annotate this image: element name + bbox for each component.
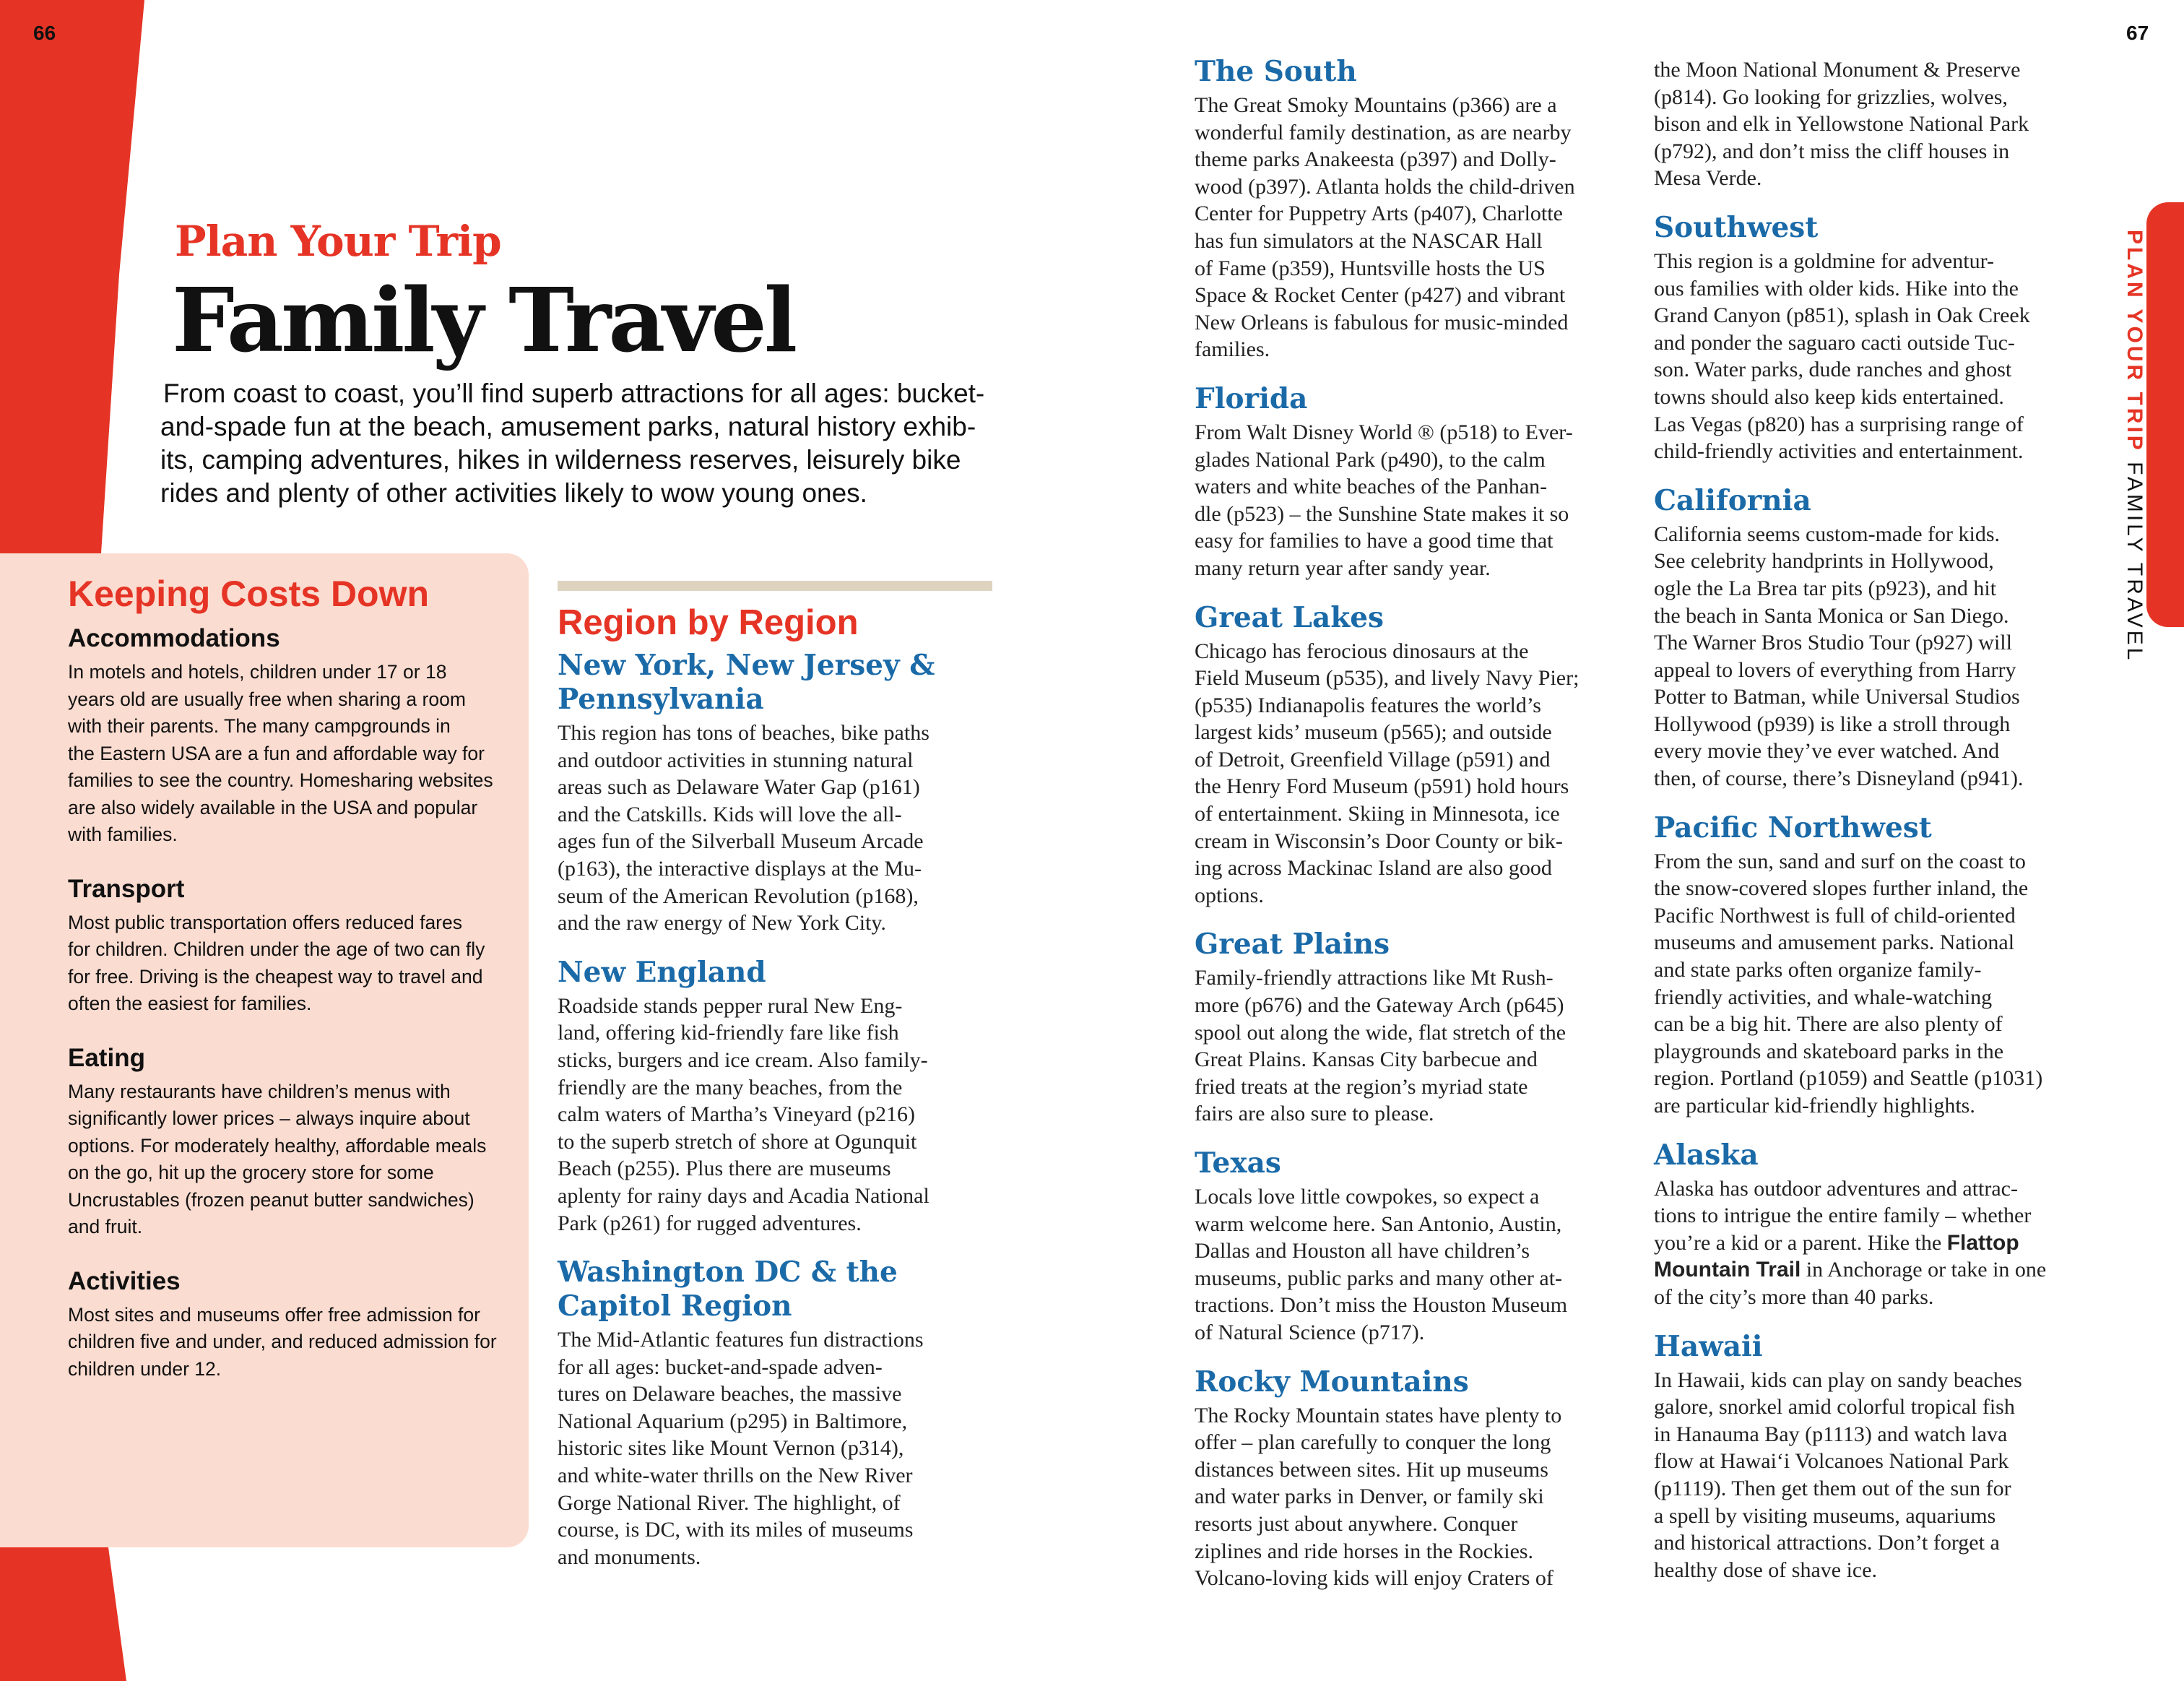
- text-line: years old are usually free when sharing a room: [68, 688, 466, 710]
- text-line: child-friendly activities and entertainment.: [1654, 439, 2024, 464]
- text-line: wood (p397). Atlanta holds the child-driven: [1195, 174, 1575, 199]
- region-paragraph: [1195, 964, 1635, 1128]
- region-paragraph: [558, 1326, 998, 1570]
- region-paragraph: [1654, 521, 2102, 792]
- text-line: National Aquarium (p295) in Baltimore,: [558, 1409, 908, 1433]
- text-line: are also widely available in the USA and popular: [68, 796, 478, 818]
- text-line: on the go, hit up the grocery store for some: [68, 1162, 434, 1183]
- text-line: Potter to Batman, while Universal Studios: [1654, 685, 2020, 709]
- region-heading-col3: [1654, 1138, 2102, 1172]
- text-line: This region has tons of beaches, bike paths: [558, 721, 930, 745]
- text-line: New Orleans is fabulous for music-minded: [1195, 310, 1569, 334]
- region-title-line: Great Lakes: [1195, 600, 1384, 634]
- text-line: historic sites like Mount Vernon (p314),: [558, 1436, 904, 1461]
- text-line: region. Portland (p1059) and Seattle (p1031): [1654, 1066, 2043, 1091]
- trail-name-bold: Mountain Trail: [1654, 1258, 1801, 1282]
- text-line: friendly are the many beaches, from the: [558, 1075, 903, 1099]
- text-line: wonderful family destination, as are nearby: [1195, 120, 1572, 144]
- region-divider-bar: [558, 581, 992, 591]
- text-line: the beach in Santa Monica or San Diego.: [1654, 603, 2009, 628]
- text-line: Hollywood (p939) is like a stroll through: [1654, 712, 2011, 736]
- text-line: for children. Children under the age of two can fly: [68, 938, 485, 960]
- text-line: and the Catskills. Kids will love the all-: [558, 802, 902, 826]
- text-line: to the superb stretch of shore at Ogunquit: [558, 1129, 917, 1154]
- text-line: Field Museum (p535), and lively Navy Pier;: [1195, 666, 1580, 691]
- text-line: ages fun of the Silverball Museum Arcade: [558, 829, 924, 854]
- text-line: the Eastern USA are a fun and affordable way for: [68, 742, 485, 764]
- box-paragraph: [68, 1302, 508, 1383]
- text-line: Most public transportation offers reduced fares: [68, 911, 462, 933]
- text-line: course, is DC, with its miles of museums: [558, 1518, 914, 1542]
- text-line: and monuments.: [558, 1544, 701, 1569]
- region-heading-col2: [1195, 55, 1635, 89]
- region-heading-col3: [1654, 484, 2102, 518]
- text-line: galore, snorkel amid colorful tropical fish: [1654, 1395, 2015, 1419]
- region-heading-col2: [1195, 1146, 1635, 1180]
- region-heading-col3: [1654, 811, 2102, 845]
- intro-line: and-spade fun at the beach, amusement parks, natural history exhib-: [160, 412, 976, 441]
- region-heading-col3: [1654, 1330, 2102, 1364]
- region-title-line: Hawaii: [1654, 1329, 1763, 1363]
- region-paragraph: [1654, 1175, 2102, 1311]
- text-line: The Great Smoky Mountains (p366) are a: [1195, 93, 1557, 117]
- text-line: [1654, 1256, 2102, 1284]
- text-line: Center for Puppetry Arts (p407), Charlotte: [1195, 202, 1563, 226]
- region-title-line: Capitol Region: [558, 1289, 792, 1323]
- text-line: warm welcome here. San Antonio, Austin,: [1195, 1211, 1562, 1236]
- text-line: dle (p523) – the Sunshine State makes it so: [1195, 501, 1569, 526]
- text-line: In motels and hotels, children under 17 or 18: [68, 661, 447, 683]
- continued-paragraph: [1654, 56, 2102, 192]
- intro-line: rides and plenty of other activities likely to wow young ones.: [160, 478, 867, 508]
- trail-name-bold: Flattop: [1946, 1230, 2019, 1255]
- text-line: and fruit.: [68, 1216, 143, 1237]
- text-line: Family-friendly attractions like Mt Rush-: [1195, 966, 1554, 990]
- box-heading: Keeping Costs Down: [68, 574, 430, 614]
- text-line: families.: [1195, 337, 1270, 362]
- page-number-right: 67: [2126, 22, 2149, 44]
- box-subheading: Transport: [68, 874, 185, 903]
- text-line: then, of course, there’s Disneyland (p941).: [1654, 766, 2024, 791]
- text-line: museums, public parks and many other at-: [1195, 1266, 1563, 1290]
- costs-sidebar-box: [0, 553, 529, 1547]
- text-line: of entertainment. Skiing in Minnesota, ice: [1195, 802, 1560, 826]
- section-kicker: Plan Your Trip: [175, 217, 501, 266]
- region-heading-col1: [558, 649, 998, 717]
- text-line: tures on Delaware beaches, the massive: [558, 1382, 902, 1406]
- text-line: friendly activities, and whale-watching: [1654, 985, 1993, 1009]
- region-paragraph: [1195, 419, 1635, 582]
- text-line: The Mid-Atlantic features fun distractions: [558, 1328, 924, 1352]
- text-line: with their parents. The many campgrounds in: [68, 715, 451, 737]
- text-line: waters and white beaches of the Panhan-: [1195, 475, 1548, 499]
- side-label-prefix: PLAN YOUR TRIP: [2123, 230, 2146, 453]
- text-line: Mesa Verde.: [1654, 166, 1762, 191]
- text-line: in Hanauma Bay (p1113) and watch lava: [1654, 1422, 2008, 1446]
- side-running-label: [2122, 230, 2146, 662]
- intro-line: its, camping adventures, hikes in wilderness reserves, leisurely bike: [160, 445, 961, 475]
- text-line: and historical attractions. Don’t forget a: [1654, 1531, 2000, 1555]
- text-line: resorts just about anywhere. Conquer: [1195, 1511, 1518, 1536]
- text-line: (p535) Indianapolis features the world’s: [1195, 693, 1541, 717]
- text-line: In Hawaii, kids can play on sandy beaches: [1654, 1367, 2022, 1392]
- page-number-left: 66: [33, 22, 56, 44]
- box-subheading: Activities: [68, 1266, 181, 1295]
- text-line: Alaska has outdoor adventures and attrac-: [1654, 1176, 2018, 1201]
- region-title-line: New York, New Jersey &: [558, 649, 935, 682]
- text-fragment: you’re a kid or a parent. Hike the: [1654, 1230, 1947, 1255]
- text-line: with families.: [68, 824, 178, 845]
- text-line: tractions. Don’t miss the Houston Museum: [1195, 1293, 1568, 1318]
- region-heading-col2: [1195, 1365, 1635, 1399]
- text-line: Most sites and museums offer free admission for: [68, 1303, 480, 1326]
- text-line: ogle the La Brea tar pits (p923), and hit: [1654, 576, 1997, 600]
- region-paragraph: [1654, 848, 2102, 1120]
- intro-paragraph: [160, 377, 1013, 510]
- text-line: significantly lower prices – always inquire about: [68, 1107, 470, 1129]
- text-line: healthy dose of shave ice.: [1654, 1557, 1878, 1582]
- text-line: many return year after sandy year.: [1195, 556, 1491, 580]
- text-line: ing across Mackinac Island are also good: [1195, 856, 1552, 881]
- region-paragraph: [1195, 92, 1635, 363]
- region-heading-col1: [558, 956, 998, 990]
- region-heading: Region by Region: [558, 603, 859, 642]
- text-line: Volcano-loving kids will enjoy Craters of: [1195, 1566, 1554, 1591]
- text-line: Locals love little cowpokes, so expect a: [1195, 1185, 1540, 1209]
- text-line: Great Plains. Kansas City barbecue and: [1195, 1047, 1538, 1072]
- region-title-line: Pennsylvania: [558, 683, 764, 716]
- text-line: ous families with older kids. Hike into the: [1654, 276, 2019, 301]
- text-line: and white-water thrills on the New River: [558, 1464, 913, 1488]
- region-paragraph: [1654, 1367, 2102, 1584]
- text-line: more (p676) and the Gateway Arch (p645): [1195, 993, 1564, 1018]
- box-subheading: Accommodations: [68, 624, 280, 652]
- text-line: every movie they’ve ever watched. And: [1654, 739, 2000, 764]
- text-line: glades National Park (p490), to the calm: [1195, 447, 1546, 472]
- text-line: of the city’s more than 40 parks.: [1654, 1284, 1934, 1309]
- text-line: tions to intrigue the entire family – whether: [1654, 1204, 2032, 1228]
- text-line: the Henry Ford Museum (p591) hold hours: [1195, 774, 1569, 799]
- region-title-line: The South: [1195, 55, 1357, 88]
- text-line: The Rocky Mountain states have plenty to: [1195, 1403, 1562, 1427]
- text-line: aplenty for rainy days and Acadia National: [558, 1183, 930, 1208]
- region-title-line: California: [1654, 483, 1811, 517]
- text-line: children five and under, and reduced admission for: [68, 1331, 497, 1352]
- text-line: are particular kid-friendly highlights.: [1654, 1094, 1975, 1118]
- text-line: museums and amusement parks. National: [1654, 930, 2015, 955]
- box-subheading: Eating: [68, 1043, 145, 1072]
- column-3: [1654, 56, 2102, 1583]
- region-title-line: Texas: [1195, 1146, 1281, 1180]
- text-line: has fun simulators at the NASCAR Hall: [1195, 228, 1543, 253]
- text-line: of Fame (p359), Huntsville hosts the US: [1195, 256, 1546, 280]
- text-line: From the sun, sand and surf on the coast to: [1654, 849, 2026, 873]
- text-line: (p163), the interactive displays at the Mu-: [558, 856, 922, 881]
- box-paragraph: [68, 909, 508, 1018]
- region-heading-col1: [558, 1256, 998, 1323]
- text-line: calm waters of Martha’s Vineyard (p216): [558, 1102, 915, 1127]
- text-line: children under 12.: [68, 1357, 222, 1380]
- text-line: (p814). Go looking for grizzlies, wolves,: [1654, 85, 2008, 109]
- region-heading-col2: [1195, 928, 1635, 962]
- text-line: sticks, burgers and ice cream. Also family-: [558, 1047, 928, 1072]
- text-line: land, offering kid-friendly fare like fish: [558, 1021, 899, 1045]
- text-line: Pacific Northwest is full of child-oriented: [1654, 903, 2016, 928]
- text-line: options.: [1195, 883, 1264, 907]
- text-line: a spell by visiting museums, aquariums: [1654, 1503, 1996, 1528]
- text-line: towns should also keep kids entertained.: [1654, 384, 2004, 409]
- region-paragraph: [1195, 1402, 1635, 1592]
- text-line: bison and elk in Yellowstone National Park: [1654, 112, 2029, 137]
- text-line: theme parks Anakeesta (p397) and Dolly-: [1195, 147, 1556, 172]
- text-line: This region is a goldmine for adventur-: [1654, 249, 1994, 273]
- text-line: appeal to lovers of everything from Harry: [1654, 657, 2016, 682]
- text-line: son. Water parks, dude ranches and ghost: [1654, 358, 2012, 382]
- text-line: Roadside stands pepper rural New Eng-: [558, 993, 903, 1018]
- box-paragraph: [68, 1079, 508, 1241]
- text-line: Chicago has ferocious dinosaurs at the: [1195, 639, 1529, 663]
- text-line: California seems custom-made for kids.: [1654, 522, 2001, 546]
- text-line: Dallas and Houston all have children’s: [1195, 1239, 1530, 1263]
- region-heading-col2: [1195, 601, 1635, 635]
- text-line: the snow-covered slopes further inland, the: [1654, 876, 2029, 901]
- region-title-line: Alaska: [1654, 1138, 1759, 1172]
- text-line: can be a big hit. There are also plenty of: [1654, 1012, 2003, 1037]
- text-line: Uncrustables (frozen peanut butter sandwiches): [68, 1188, 474, 1211]
- text-line: flow at Hawai‘i Volcanoes National Park: [1654, 1449, 2009, 1474]
- text-line: and water parks in Denver, or family ski: [1195, 1485, 1544, 1509]
- text-line: areas such as Delaware Water Gap (p161): [558, 775, 920, 800]
- text-line: spool out along the wide, flat stretch of the: [1195, 1020, 1566, 1045]
- text-line: for free. Driving is the cheapest way to travel and: [68, 965, 483, 988]
- text-line: Many restaurants have children’s menus with: [68, 1080, 451, 1102]
- text-line: Beach (p255). Plus there are museums: [558, 1157, 891, 1181]
- text-line: From Walt Disney World ® (p518) to Ever-: [1195, 420, 1573, 444]
- text-line: families to see the country. Homesharing websites: [68, 769, 493, 791]
- text-line: easy for families to have a good time that: [1195, 529, 1554, 553]
- intro-line: From coast to coast, you’ll find superb attractions for all ages: bucket-: [163, 379, 985, 408]
- text-fragment: in Anchorage or take in one: [1800, 1258, 2047, 1282]
- text-line: and the raw energy of New York City.: [558, 911, 886, 935]
- text-line: distances between sites. Hit up museums: [1195, 1457, 1548, 1482]
- region-title-line: Southwest: [1654, 210, 1819, 244]
- side-label-title: FAMILY TRAVEL: [2123, 462, 2146, 663]
- text-line: See celebrity handprints in Hollywood,: [1654, 549, 1994, 574]
- text-line: Space & Rocket Center (p427) and vibrant: [1195, 283, 1566, 308]
- text-line: and state parks often organize family-: [1654, 958, 1982, 982]
- text-line: largest kids’ museum (p565); and outside: [1195, 720, 1552, 745]
- page-title: Family Travel: [172, 268, 795, 372]
- region-paragraph: [1195, 1183, 1635, 1347]
- text-line: of Detroit, Greenfield Village (p591) and: [1195, 747, 1551, 772]
- text-line: (p792), and don’t miss the cliff houses in: [1654, 139, 2010, 163]
- region-title-line: New England: [558, 955, 766, 989]
- text-line: and ponder the saguaro cacti outside Tuc-: [1654, 330, 2015, 355]
- text-line: Las Vegas (p820) has a surprising range of: [1654, 412, 2024, 436]
- text-line: often the easiest for families.: [68, 993, 312, 1014]
- column-2: [1195, 55, 1635, 1592]
- region-paragraph: [1195, 638, 1635, 909]
- column-1: [558, 649, 998, 1570]
- region-title-line: Pacific Northwest: [1654, 811, 1932, 844]
- region-title-line: Washington DC & the: [558, 1256, 898, 1289]
- text-line: Park (p261) for rugged adventures.: [558, 1211, 862, 1235]
- region-paragraph: [1654, 248, 2102, 465]
- box-sections: [68, 623, 508, 1383]
- text-line: the Moon National Monument & Preserve: [1654, 58, 2021, 82]
- text-line: of Natural Science (p717).: [1195, 1320, 1425, 1344]
- text-line: (p1119). Then get them out of the sun for: [1654, 1476, 2011, 1500]
- text-line: Grand Canyon (p851), splash in Oak Creek: [1654, 303, 2030, 328]
- text-line: offer – plan carefully to conquer the long: [1195, 1430, 1551, 1455]
- text-line: [1654, 1230, 2102, 1257]
- region-heading-col3: [1654, 211, 2102, 245]
- region-title-line: Florida: [1195, 381, 1308, 415]
- text-line: cream in Wisconsin’s Door County or bik-: [1195, 829, 1563, 853]
- side-tab: [2146, 202, 2184, 627]
- text-line: The Warner Bros Studio Tour (p927) will: [1654, 631, 2012, 655]
- region-title-line: Rocky Mountains: [1195, 1365, 1469, 1399]
- text-line: and outdoor activities in stunning natural: [558, 748, 914, 772]
- text-line: ziplines and ride horses in the Rockies.: [1195, 1539, 1534, 1563]
- region-title-line: Great Plains: [1195, 928, 1390, 962]
- text-line: fairs are also sure to please.: [1195, 1102, 1434, 1126]
- region-heading-col2: [1195, 382, 1635, 416]
- text-line: options. For moderately healthy, affordable meals: [68, 1134, 487, 1157]
- text-line: Gorge National River. The highlight, of: [558, 1490, 901, 1515]
- text-line: for all ages: bucket-and-spade adven-: [558, 1354, 883, 1379]
- region-paragraph: [558, 993, 998, 1237]
- region-paragraph: [558, 719, 998, 937]
- text-line: playgrounds and skateboard parks in the: [1654, 1039, 2004, 1063]
- text-line: seum of the American Revolution (p168),: [558, 883, 919, 908]
- box-paragraph: [68, 659, 508, 849]
- text-line: fried treats at the region’s myriad state: [1195, 1074, 1528, 1099]
